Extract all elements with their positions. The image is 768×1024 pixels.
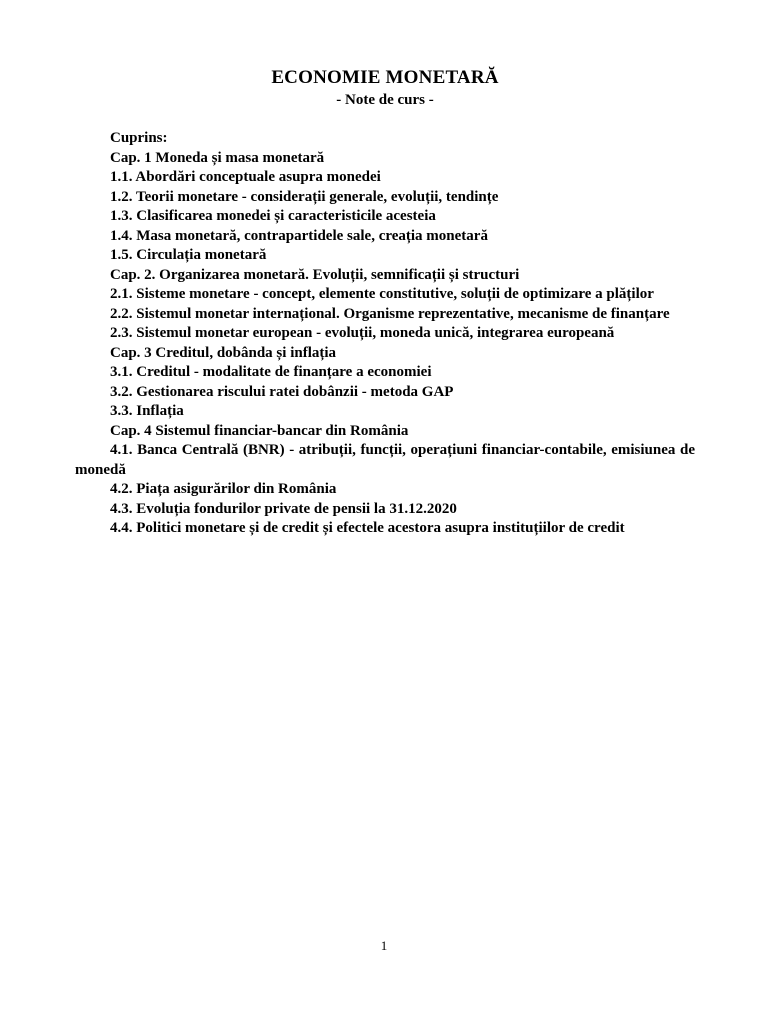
toc-heading: Cuprins:	[110, 130, 168, 146]
toc-chapter-2: Cap. 2. Organizarea monetară. Evoluții, semnificații și structuri	[110, 266, 520, 283]
page-number: 1	[380, 938, 388, 953]
toc-item-3-1: 3.1. Creditul - modalitate de finanțare a economiei	[110, 364, 432, 380]
toc-chapter-1: Cap. 1 Moneda și masa monetară	[110, 149, 325, 166]
toc-item-4-2: 4.2. Piața asigurărilor din România	[110, 481, 337, 497]
toc-item-1-3: 1.3. Clasificarea monedei și caracteristicile acesteia	[110, 208, 436, 224]
toc-item-3-2: 3.2. Gestionarea riscului ratei dobânzii - metoda GAP	[110, 383, 454, 400]
toc-item-4-3: 4.3. Evoluția fondurilor private de pensii la 31.12.2020	[110, 500, 457, 517]
toc-item-1-1: 1.1. Abordări conceptuale asupra monedei	[110, 169, 381, 185]
toc-chapter-4: Cap. 4 Sistemul financiar-bancar din România	[110, 422, 409, 439]
toc-item-1-2: 1.2. Teorii monetare - considerații generale, evoluții, tendințe	[110, 188, 499, 205]
document-title: ECONOMIE MONETARĂ	[271, 67, 499, 88]
document-page	[75, 66, 695, 539]
toc-item-2-3: 2.3. Sistemul monetar european - evoluții, moneda unică, integrarea europeană	[110, 325, 615, 341]
table-of-contents	[75, 129, 695, 539]
document-subtitle: - Note de curs -	[336, 92, 434, 108]
toc-chapter-3: Cap. 3 Creditul, dobânda și inflația	[110, 344, 337, 361]
toc-item-2-1: 2.1. Sisteme monetare - concept, elemente constitutive, soluții de optimizare a plăților	[110, 286, 654, 302]
toc-item-1-4: 1.4. Masa monetară, contrapartidele sale, creația monetară	[110, 227, 488, 244]
toc-item-4-1: 4.1. Banca Centrală (BNR) - atribuții, funcții, operațiuni financiar-contabile, emisiunea de monedă	[75, 442, 695, 478]
toc-item-3-3: 3.3. Inflația	[110, 403, 184, 419]
toc-item-2-2: 2.2. Sistemul monetar internațional. Organisme reprezentative, mecanisme de finanțare	[110, 305, 670, 322]
toc-item-4-4: 4.4. Politici monetare și de credit și efectele acestora asupra instituțiilor de credit	[110, 520, 625, 536]
toc-item-1-5: 1.5. Circulația monetară	[110, 247, 267, 263]
